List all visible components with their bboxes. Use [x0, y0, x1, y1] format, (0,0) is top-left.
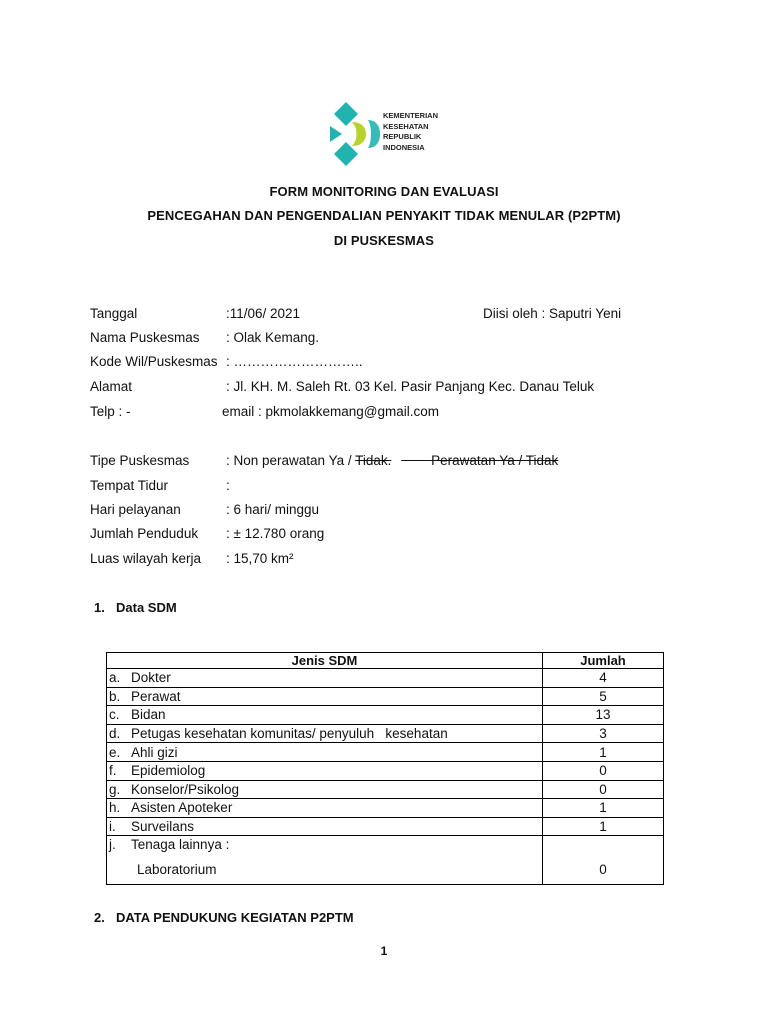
sdm-name-cell — [107, 669, 543, 688]
row-name: Petugas kesehatan komunitas/ penyuluh kesehatan — [131, 726, 448, 742]
row-letter: b. — [109, 688, 121, 704]
tempat-tidur-value: : — [226, 478, 230, 493]
alamat-label: Alamat — [90, 379, 133, 394]
diisi-oleh: Diisi oleh : Saputri Yeni — [483, 306, 622, 321]
logo-line: KEMENTERIAN — [383, 111, 439, 120]
tipe-struck-perawatan — [401, 453, 558, 468]
header-jenis-sdm: Jenis SDM — [107, 653, 543, 669]
email-value: email : pkmolakkemang@gmail.com — [222, 404, 440, 419]
row-letter: c. — [109, 707, 120, 723]
row-name: Konselor/Psikolog — [131, 781, 240, 797]
sdm-name-cell — [107, 780, 543, 799]
table-row — [107, 669, 664, 688]
row-name: Perawat — [131, 688, 181, 704]
kode-wil-value: : ……………………….. — [226, 354, 363, 369]
kode-wil-label: Kode Wil/Puskesmas — [90, 354, 218, 369]
sdm-name-cell — [107, 799, 543, 818]
section-title: DATA PENDUKUNG KEGIATAN P2PTM — [116, 910, 354, 925]
table-row — [107, 687, 664, 706]
sdm-qty-cell: 4 — [543, 669, 664, 688]
row-letter: e. — [109, 744, 121, 760]
page-number: 1 — [380, 944, 388, 958]
table-row — [107, 724, 664, 743]
telp-label: Telp : - — [90, 404, 131, 419]
nama-puskesmas-label: Nama Puskesmas — [90, 330, 200, 345]
sdm-qty-cell: 0 — [543, 780, 664, 799]
logo-line: INDONESIA — [383, 142, 425, 152]
row-letter: d. — [109, 726, 121, 742]
sdm-qty-cell: 1 — [543, 743, 664, 762]
section-number: 2. — [94, 910, 105, 925]
jumlah-penduduk-value: : ± 12.780 orang — [226, 526, 325, 541]
row-letter: a. — [109, 670, 121, 686]
tempat-tidur-label: Tempat Tidur — [90, 478, 169, 493]
sdm-qty-cell: 5 — [543, 687, 664, 706]
logo-text — [383, 111, 438, 153]
section-number: 1. — [94, 600, 105, 615]
form-subtitle-location: DI PUSKESMAS — [333, 233, 435, 248]
alamat-value: : Jl. KH. M. Saleh Rt. 03 Kel. Pasir Panjang Kec. Danau Teluk — [226, 379, 595, 394]
row-name: Epidemiolog — [131, 763, 206, 779]
sdm-table — [106, 652, 664, 885]
table-row — [107, 799, 664, 818]
table-row — [107, 761, 664, 780]
sdm-name-cell — [107, 706, 543, 725]
sdm-name-cell — [107, 743, 543, 762]
kemenkes-logo — [328, 100, 458, 168]
row-letter: f. — [109, 763, 117, 779]
table-row — [107, 780, 664, 799]
form-subtitle: PENCEGAHAN DAN PENGENDALIAN PENYAKIT TIDAK MENULAR (P2PTM) — [147, 208, 621, 223]
sdm-qty-cell: 3 — [543, 724, 664, 743]
sdm-name-cell — [107, 817, 543, 836]
row-name: Tenaga lainnya : — [131, 837, 230, 853]
row-letter: h. — [109, 800, 121, 816]
sdm-name-cell — [107, 836, 543, 885]
tipe-puskesmas-value — [226, 453, 558, 468]
sdm-name-cell — [107, 687, 543, 706]
row-name: Ahli gizi — [131, 744, 178, 760]
form-title: FORM MONITORING DAN EVALUASI — [269, 184, 499, 199]
row-name: Asisten Apoteker — [131, 800, 233, 816]
table-row — [107, 836, 664, 885]
row-name: Surveilans — [131, 819, 195, 835]
row-letter: j. — [109, 837, 116, 853]
table-row — [107, 817, 664, 836]
logo-line: REPUBLIK — [383, 132, 422, 141]
tipe-prefix: : Non perawatan Ya / — [226, 453, 352, 468]
sdm-qty-cell: 1 — [543, 817, 664, 836]
tipe-struck-perawatan-text: Perawatan Ya / Tidak — [431, 453, 559, 468]
hari-pelayanan-label: Hari pelayanan — [90, 502, 181, 517]
kemenkes-emblem-icon — [328, 100, 388, 168]
nama-puskesmas-value: : Olak Kemang. — [226, 330, 320, 345]
row-letter: i. — [109, 819, 116, 835]
row-sub-name: Laboratorium — [137, 862, 217, 878]
section-heading-sdm — [94, 600, 177, 615]
row-letter: g. — [109, 781, 121, 797]
tanggal-label: Tanggal — [90, 306, 138, 321]
section-title: Data SDM — [116, 600, 177, 615]
sdm-qty-cell: 0 — [543, 761, 664, 780]
sdm-qty-cell: 13 — [543, 706, 664, 725]
table-row — [107, 706, 664, 725]
row-name: Bidan — [131, 707, 166, 723]
section-heading-data-pendukung — [94, 910, 354, 925]
sdm-name-cell — [107, 724, 543, 743]
row-name: Dokter — [131, 670, 171, 686]
sdm-name-cell — [107, 761, 543, 780]
tanggal-value: :11/06/ 2021 — [226, 306, 301, 321]
table-row — [107, 743, 664, 762]
table-header-row — [107, 653, 664, 669]
jumlah-penduduk-label: Jumlah Penduduk — [90, 526, 199, 541]
logo-line: KESEHATAN — [383, 121, 429, 131]
header-jumlah: Jumlah — [543, 653, 664, 669]
sdm-qty-cell: 1 — [543, 799, 664, 818]
tipe-struck-tidak: Tidak. — [355, 453, 392, 468]
hari-pelayanan-value: : 6 hari/ minggu — [226, 502, 320, 517]
tipe-puskesmas-label: Tipe Puskesmas — [90, 453, 190, 468]
sdm-qty-cell — [543, 836, 664, 885]
luas-wilayah-value: : 15,70 km² — [226, 551, 294, 566]
luas-wilayah-label: Luas wilayah kerja — [90, 551, 202, 566]
row-qty: 0 — [599, 862, 607, 878]
